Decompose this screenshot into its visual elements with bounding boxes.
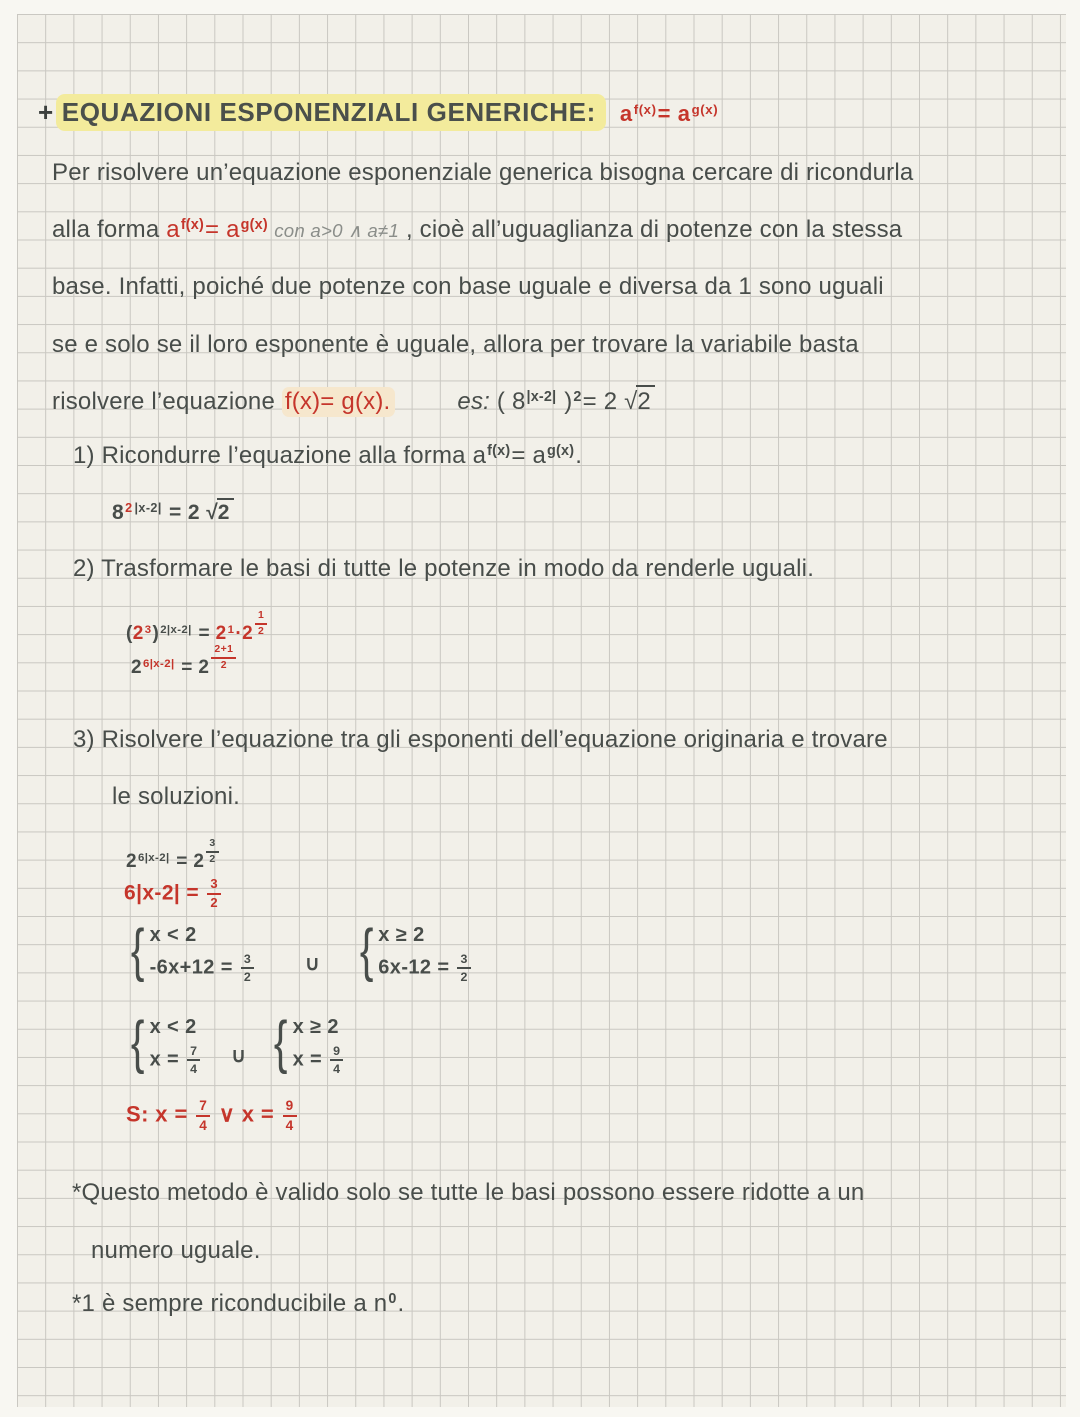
left-brace-icon: { <box>359 918 374 983</box>
step-2-text: 2) Trasformare le basi di tutte le potenze in modo da renderle uguali. <box>73 555 815 582</box>
step-3-math-2: 6|x-2| = $\frac{3}{2}$ <box>124 877 223 911</box>
step-1-math: $8^2$ $^{|x-2|}$ = 2 √2 <box>112 498 234 530</box>
step-3-text-2: le soluzioni. <box>112 783 241 810</box>
title-formula: $a^{f(x)}= a^{g(x)}$ <box>619 101 719 126</box>
step-3-text-1: 3) Risolvere l’equazione tra gli esponenti dell’equazione originaria e trovare <box>73 726 888 753</box>
system-row: 6x-12 = $\frac{3}{2}$ <box>378 952 472 985</box>
left-brace-icon: { <box>130 918 145 983</box>
system-row: -6x+12 = $\frac{3}{2}$ <box>150 952 257 985</box>
page-title: EQUAZIONI ESPONENZIALI GENERICHE: <box>56 94 606 131</box>
title-row <box>38 97 719 132</box>
note-line-3: *1 è sempre riconducibile a $n^0$. <box>72 1290 405 1317</box>
left-brace-icon: { <box>130 1010 145 1075</box>
intro-line-1: Per risolvere un’equazione esponenziale generica bisogna cercare di ricondurla <box>52 159 914 186</box>
step-3-math-1: $2^{6|x-2|} = 2$ $\frac{3}{2}$ <box>126 838 221 879</box>
system-row: x ≥ 2 <box>378 924 425 946</box>
system-row: x ≥ 2 <box>292 1016 339 1038</box>
system-row: x = $\frac{9}{4}$ <box>293 1044 346 1077</box>
system-1-left <box>128 918 256 985</box>
intro-line-2: alla forma $a^{f(x)}= a^{g(x)}$ con a>0 ∧ a≠1 , cioè all’uguaglianza di potenze con la stessa <box>52 216 903 243</box>
system-row: x = $\frac{7}{4}$ <box>150 1044 203 1077</box>
intro-line-4: se e solo se il loro esponente è uguale, allora per trovare la variabile basta <box>52 331 859 358</box>
step-2-math-2: $2^{6|x-2|} = 2$ $\frac{2+1}{2}$ <box>131 644 238 685</box>
intro-line-5: risolvere l’equazione f(x)= g(x). es: ( $8^{|x-2|}$ )$^2$= 2 √2 <box>52 387 655 420</box>
system-pair-1 <box>128 918 473 985</box>
intro-line-3: base. Infatti, poiché due potenze con base uguale e diversa da 1 sono uguali <box>52 273 884 300</box>
left-brace-icon: { <box>273 1010 288 1075</box>
system-1-right <box>357 918 473 985</box>
step-2-math-1: $(2^3)^{2|x-2|} = 2^1\cdot 2$ $\frac{1}{2}$ <box>126 610 269 651</box>
system-pair-2 <box>128 1010 345 1077</box>
note-line-2: numero uguale. <box>91 1237 261 1264</box>
system-row: x < 2 <box>149 1016 197 1038</box>
step-1-text: 1) Ricondurre l’equazione alla forma $a^{f(x)}= a^{g(x)}$. <box>73 442 583 469</box>
system-row: x < 2 <box>149 924 197 946</box>
solution-line: S: x = $\frac{7}{4}$ ∨ x = $\frac{9}{4}$ <box>126 1098 299 1133</box>
system-2-right <box>271 1010 345 1077</box>
note-line-1: *Questo metodo è valido solo se tutte le basi possono essere ridotte a un <box>72 1179 865 1206</box>
union-symbol: ∪ <box>304 953 320 975</box>
system-2-left <box>128 1010 202 1077</box>
plus-bullet-icon: + <box>38 97 54 127</box>
union-symbol: ∪ <box>231 1045 247 1067</box>
